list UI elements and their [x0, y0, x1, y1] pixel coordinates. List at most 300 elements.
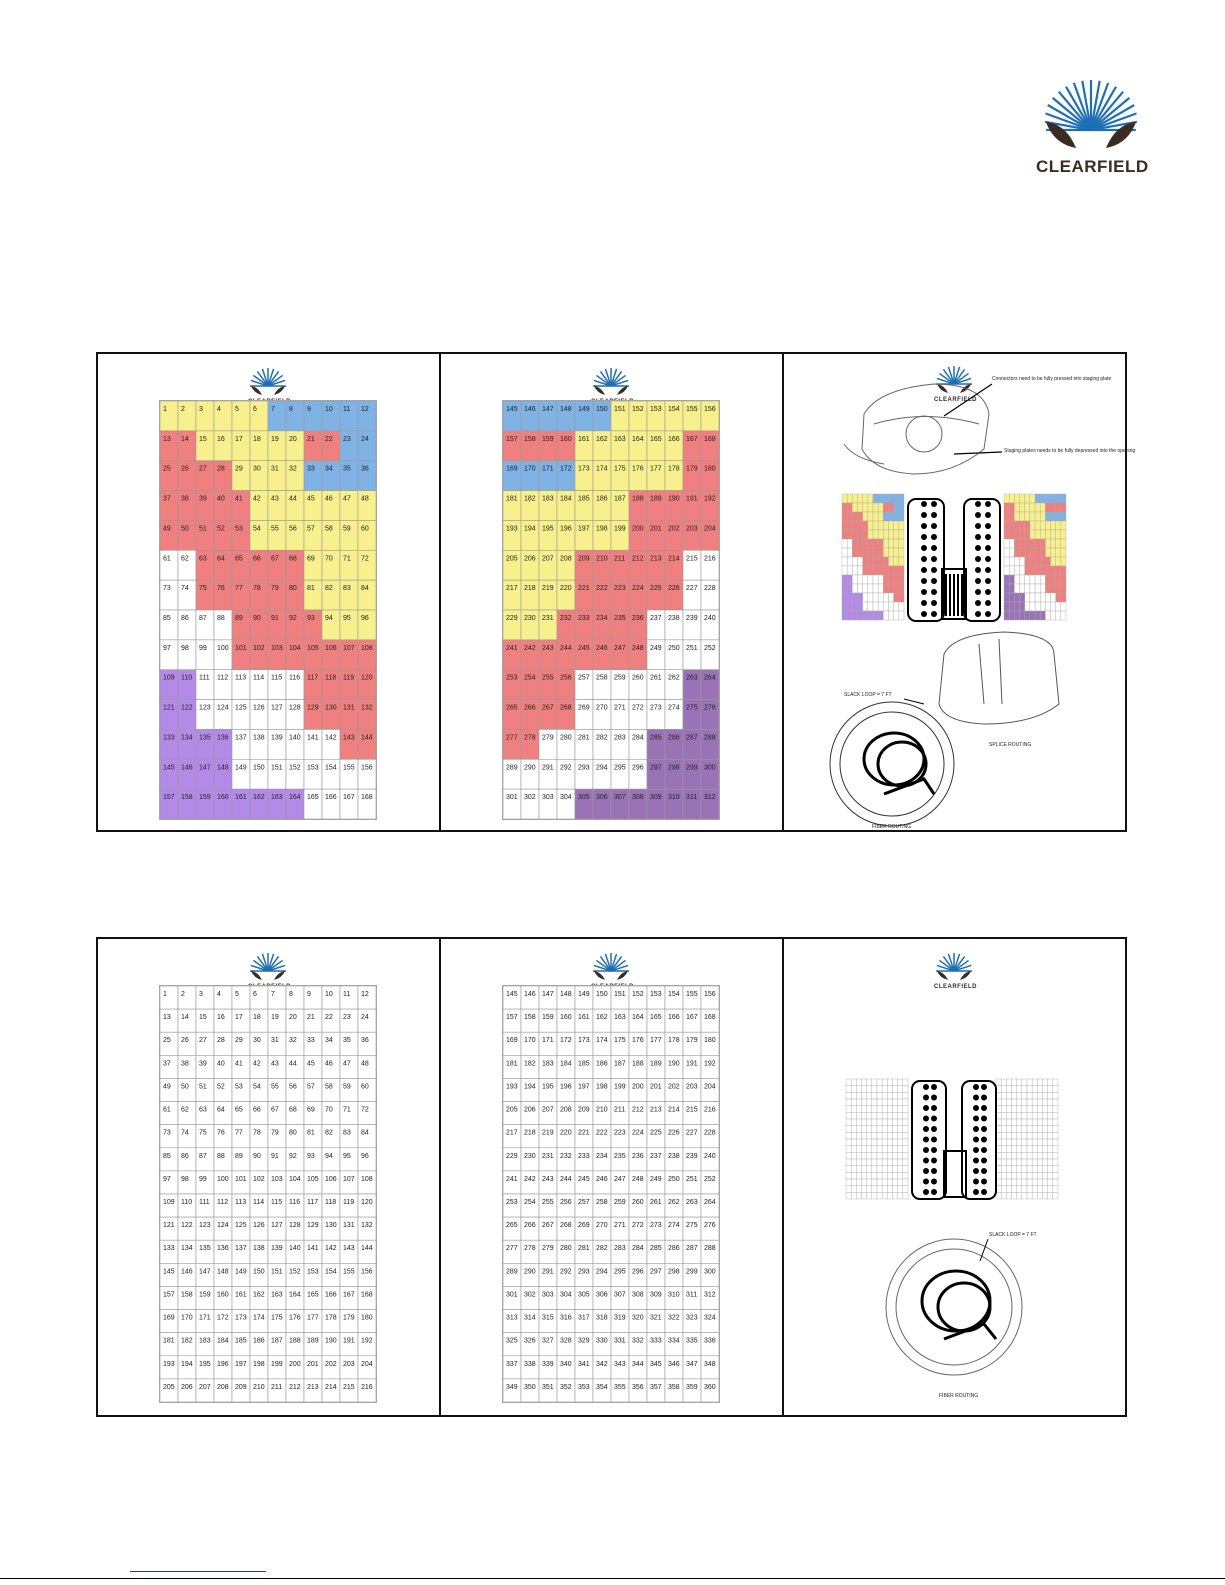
- cell-number: 154: [668, 991, 680, 998]
- cell-number: 44: [289, 495, 297, 503]
- cell-number: 16: [217, 1014, 225, 1022]
- cell-number: 339: [542, 1360, 554, 1368]
- cell-number: 178: [325, 1314, 337, 1322]
- cell-number: 132: [361, 1222, 373, 1230]
- cell-number: 208: [560, 555, 572, 563]
- cell-number: 91: [271, 615, 279, 622]
- cell-number: 166: [668, 435, 680, 443]
- cell-number: 93: [307, 615, 315, 622]
- cell-number: 117: [307, 674, 319, 682]
- cell-number: 304: [560, 1291, 572, 1299]
- cell-number: 101: [235, 1175, 247, 1183]
- cell-number: 169: [506, 1037, 518, 1045]
- cell-number: 259: [614, 674, 626, 682]
- cell-number: 163: [271, 794, 283, 802]
- cell-number: 95: [343, 1152, 351, 1160]
- cell-number: 243: [542, 644, 554, 652]
- cell-number: 38: [181, 1060, 189, 1068]
- cell-number: 275: [686, 704, 698, 712]
- sheet-5: [441, 939, 784, 1415]
- cell-number: 279: [542, 734, 554, 742]
- cell-number: 124: [217, 704, 229, 712]
- cell-number: 14: [181, 1014, 189, 1022]
- cell-number: 357: [650, 1383, 662, 1391]
- cell-number: 132: [361, 704, 373, 712]
- cell-number: 178: [668, 1037, 680, 1045]
- sheet-logo: [248, 360, 291, 405]
- splice-tray-icon: [939, 632, 1059, 724]
- cell-number: 107: [343, 644, 355, 652]
- cell-number: 215: [343, 1383, 355, 1391]
- footer-link[interactable]: [130, 1571, 266, 1572]
- cell-number: 255: [542, 1199, 554, 1206]
- cell-number: 28: [217, 1037, 225, 1045]
- cell-number: 332: [632, 1337, 644, 1345]
- cell-number: 228: [704, 1129, 716, 1137]
- cell-number: 224: [632, 585, 644, 593]
- cell-number: 164: [632, 1014, 644, 1022]
- cell-number: 63: [199, 1106, 207, 1114]
- cell-number: 90: [253, 615, 261, 622]
- cell-number: 259: [614, 1199, 626, 1206]
- cell-number: 74: [181, 1129, 189, 1137]
- cell-number: 152: [632, 991, 644, 998]
- cell-number: 242: [524, 644, 536, 652]
- cell-number: 130: [325, 1222, 337, 1230]
- cell-number: 207: [542, 555, 554, 563]
- cell-number: 100: [217, 644, 229, 652]
- cell-number: 42: [253, 1060, 261, 1068]
- cell-number: 171: [199, 1314, 211, 1322]
- cell-number: 189: [307, 1337, 319, 1345]
- cell-number: 120: [361, 1199, 373, 1206]
- cell-number: 76: [217, 585, 225, 593]
- cell-number: 254: [524, 674, 536, 682]
- cell-number: 261: [650, 1199, 662, 1206]
- cell-number: 122: [181, 1222, 193, 1230]
- cell-number: 33: [307, 1037, 315, 1045]
- cell-number: 105: [307, 1175, 319, 1183]
- sheet-1: [98, 354, 441, 830]
- cell-number: 113: [235, 674, 247, 682]
- cell-number: 134: [181, 734, 193, 742]
- cell-number: 146: [181, 764, 193, 772]
- cell-number: 246: [596, 644, 608, 652]
- cell-number: 52: [217, 525, 225, 533]
- cell-number: 210: [596, 1106, 608, 1114]
- blank-grid-1-cells: [160, 986, 376, 1402]
- cell-number: 168: [704, 435, 716, 443]
- cell-number: 159: [199, 1291, 211, 1299]
- cell-number: 331: [614, 1337, 626, 1345]
- cell-number: 250: [668, 1175, 680, 1183]
- cell-number: 263: [686, 674, 698, 682]
- cell-number: 235: [614, 615, 626, 622]
- cell-number: 292: [560, 1268, 572, 1276]
- cell-number: 42: [253, 495, 261, 503]
- cell-number: 148: [560, 991, 572, 998]
- cell-number: 146: [181, 1268, 193, 1276]
- cell-number: 192: [361, 1337, 373, 1345]
- cell-number: 173: [578, 465, 590, 473]
- cell-number: 184: [560, 495, 572, 503]
- cell-number: 348: [704, 1360, 716, 1368]
- cell-number: 288: [704, 1245, 716, 1253]
- cell-number: 143: [343, 1245, 355, 1253]
- cell-number: 245: [578, 644, 590, 652]
- cell-number: 167: [343, 1291, 355, 1299]
- cell-number: 110: [181, 674, 193, 682]
- cell-number: 336: [704, 1337, 716, 1345]
- cell-number: 201: [307, 1360, 319, 1368]
- cell-number: 40: [217, 1060, 225, 1068]
- cell-number: 157: [506, 435, 518, 443]
- cell-number: 89: [235, 1152, 243, 1160]
- cell-number: 315: [542, 1314, 554, 1322]
- cell-number: 26: [181, 465, 189, 473]
- cell-number: 6: [253, 991, 257, 998]
- cell-number: 247: [614, 1175, 626, 1183]
- cell-number: 54: [253, 1083, 261, 1091]
- cell-number: 112: [217, 674, 229, 682]
- cell-number: 275: [686, 1222, 698, 1230]
- cell-number: 316: [560, 1314, 572, 1322]
- cell-number: 72: [361, 1106, 369, 1114]
- cell-number: 139: [271, 1245, 283, 1253]
- cell-number: 220: [560, 1129, 572, 1137]
- cell-number: 85: [163, 615, 171, 622]
- cell-number: 241: [506, 644, 518, 652]
- cell-number: 61: [163, 1106, 171, 1114]
- cell-number: 230: [524, 1152, 536, 1160]
- cell-number: 145: [163, 1268, 175, 1276]
- sheet-3: [784, 354, 1136, 830]
- cell-number: 154: [668, 406, 680, 413]
- cell-number: 103: [271, 644, 283, 652]
- cell-number: 237: [650, 615, 662, 622]
- cell-number: 152: [289, 1268, 301, 1276]
- cell-number: 266: [524, 1222, 536, 1230]
- cell-number: 115: [271, 674, 283, 682]
- cell-number: 191: [686, 1060, 698, 1068]
- cell-number: 251: [686, 1175, 698, 1183]
- cell-number: 87: [199, 1152, 207, 1160]
- cell-number: 150: [253, 1268, 265, 1276]
- cell-number: 232: [560, 1152, 572, 1160]
- cell-number: 127: [271, 1222, 283, 1230]
- cell-number: 149: [578, 991, 590, 998]
- cell-number: 119: [343, 1199, 355, 1206]
- cell-number: 151: [614, 406, 626, 413]
- cell-number: 173: [235, 1314, 247, 1322]
- cell-number: 289: [506, 764, 518, 772]
- cell-number: 319: [614, 1314, 626, 1322]
- cell-number: 21: [307, 1014, 315, 1022]
- cell-number: 282: [596, 734, 608, 742]
- cell-number: 258: [596, 674, 608, 682]
- cell-number: 109: [163, 674, 175, 682]
- cell-number: 170: [524, 465, 536, 473]
- cell-number: 150: [253, 764, 265, 772]
- cell-number: 51: [199, 1083, 207, 1091]
- cell-number: 218: [524, 1129, 536, 1137]
- cell-number: 133: [163, 1245, 175, 1253]
- cell-number: 244: [560, 1175, 572, 1183]
- cell-number: 273: [650, 1222, 662, 1230]
- cell-number: 233: [578, 1152, 590, 1160]
- cell-number: 297: [650, 764, 662, 772]
- cell-number: 151: [614, 991, 626, 998]
- cell-number: 12: [361, 406, 369, 413]
- cell-number: 48: [361, 495, 369, 503]
- cell-number: 145: [163, 764, 175, 772]
- cell-number: 22: [325, 435, 333, 443]
- cell-number: 206: [181, 1383, 193, 1391]
- cell-number: 217: [506, 585, 518, 593]
- cell-number: 291: [542, 764, 554, 772]
- cell-number: 188: [289, 1337, 301, 1345]
- cell-number: 55: [271, 1083, 279, 1091]
- cell-number: 218: [524, 585, 536, 593]
- cell-number: 128: [289, 1222, 301, 1230]
- cell-number: 295: [614, 1268, 626, 1276]
- cell-number: 270: [596, 704, 608, 712]
- cell-number: 359: [686, 1383, 698, 1391]
- cell-number: 234: [596, 1152, 608, 1160]
- cell-number: 153: [650, 406, 662, 413]
- cell-number: 29: [235, 465, 243, 473]
- cell-number: 296: [632, 1268, 644, 1276]
- cell-number: 57: [307, 1083, 315, 1091]
- cell-number: 179: [343, 1314, 355, 1322]
- cell-number: 147: [199, 764, 211, 772]
- cell-number: 67: [271, 1106, 279, 1114]
- cell-number: 239: [686, 1152, 698, 1160]
- cell-number: 282: [596, 1245, 608, 1253]
- cell-number: 65: [235, 1106, 243, 1114]
- cell-number: 51: [199, 525, 207, 533]
- cell-number: 47: [343, 495, 351, 503]
- cell-number: 309: [650, 1291, 662, 1299]
- cell-number: 326: [524, 1337, 536, 1345]
- cell-number: 104: [289, 1175, 301, 1183]
- cell-number: 101: [235, 644, 247, 652]
- note-connectors: Connectors need to be fully pressed into staging plate: [992, 376, 1112, 382]
- cell-number: 116: [289, 674, 301, 682]
- cell-number: 308: [632, 794, 644, 802]
- cell-number: 3: [199, 991, 203, 998]
- cell-number: 216: [704, 555, 716, 563]
- cell-number: 83: [343, 585, 351, 593]
- cell-number: 43: [271, 495, 279, 503]
- cell-number: 288: [704, 734, 716, 742]
- cell-number: 311: [686, 794, 698, 802]
- cell-number: 208: [560, 1106, 572, 1114]
- cell-number: 222: [596, 585, 608, 593]
- cell-number: 177: [650, 465, 662, 473]
- cell-number: 155: [343, 764, 355, 772]
- cell-number: 32: [289, 1037, 297, 1045]
- cell-number: 25: [163, 1037, 171, 1045]
- cell-number: 354: [596, 1383, 608, 1391]
- cell-number: 191: [343, 1337, 355, 1345]
- cell-number: 165: [650, 1014, 662, 1022]
- cell-number: 294: [596, 1268, 608, 1276]
- fiber-grid-1-cells: [160, 401, 376, 819]
- cell-number: 224: [632, 1129, 644, 1137]
- cell-number: 345: [650, 1360, 662, 1368]
- cell-number: 136: [217, 1245, 229, 1253]
- cell-number: 181: [506, 1060, 518, 1068]
- cell-number: 54: [253, 525, 261, 533]
- cell-number: 149: [235, 1268, 247, 1276]
- cell-number: 292: [560, 764, 572, 772]
- cell-number: 207: [542, 1106, 554, 1114]
- cell-number: 330: [596, 1337, 608, 1345]
- cell-number: 161: [235, 1291, 247, 1299]
- note-staging: Staging plates needs to be fully depressed into the opening: [1004, 448, 1136, 454]
- cell-number: 178: [668, 465, 680, 473]
- cell-number: 272: [632, 704, 644, 712]
- cell-number: 140: [289, 734, 301, 742]
- cell-number: 81: [307, 1129, 315, 1137]
- cell-number: 99: [199, 644, 207, 652]
- cell-number: 193: [163, 1360, 175, 1368]
- cell-number: 358: [668, 1383, 680, 1391]
- cell-number: 45: [307, 495, 315, 503]
- cell-number: 265: [506, 704, 518, 712]
- cell-number: 70: [325, 555, 333, 563]
- sheet-logo: [591, 945, 634, 990]
- cell-number: 221: [578, 1129, 590, 1137]
- cell-number: 118: [325, 674, 337, 682]
- cell-number: 62: [181, 555, 189, 563]
- cell-number: 261: [650, 674, 662, 682]
- cell-number: 260: [632, 1199, 644, 1206]
- cell-number: 59: [343, 525, 351, 533]
- cell-number: 146: [524, 991, 536, 998]
- cell-number: 172: [560, 1037, 572, 1045]
- cell-number: 7: [271, 406, 275, 413]
- cell-number: 91: [271, 1152, 279, 1160]
- cell-number: 186: [596, 495, 608, 503]
- cell-number: 25: [163, 465, 171, 473]
- cell-number: 15: [199, 435, 207, 443]
- cell-number: 190: [668, 495, 680, 503]
- sheet-logo: [248, 945, 291, 990]
- cell-number: 134: [181, 1245, 193, 1253]
- cell-number: 318: [596, 1314, 608, 1322]
- cell-number: 356: [632, 1383, 644, 1391]
- cell-number: 16: [217, 435, 225, 443]
- cell-number: 112: [217, 1199, 229, 1206]
- panel-row-top: [96, 352, 1136, 832]
- cell-number: 200: [289, 1360, 301, 1368]
- cell-number: 40: [217, 495, 225, 503]
- cell-number: 340: [560, 1360, 572, 1368]
- cell-number: 90: [253, 1152, 261, 1160]
- cell-number: 219: [542, 1129, 554, 1137]
- cell-number: 159: [199, 794, 211, 802]
- cell-number: 183: [199, 1337, 211, 1345]
- cell-number: 60: [361, 1083, 369, 1091]
- cell-number: 119: [343, 674, 355, 682]
- cell-number: 255: [542, 674, 554, 682]
- cell-number: 188: [632, 495, 644, 503]
- cell-number: 205: [506, 555, 518, 563]
- cell-number: 310: [668, 1291, 680, 1299]
- cell-number: 163: [614, 1014, 626, 1022]
- cell-number: 298: [668, 1268, 680, 1276]
- cell-number: 190: [668, 1060, 680, 1068]
- cell-number: 249: [650, 1175, 662, 1183]
- cell-number: 141: [307, 1245, 319, 1253]
- cell-number: 129: [307, 704, 319, 712]
- cell-number: 235: [614, 1152, 626, 1160]
- cell-number: 160: [217, 794, 229, 802]
- cell-number: 212: [632, 1106, 644, 1114]
- cell-number: 21: [307, 435, 315, 443]
- cell-number: 214: [668, 555, 680, 563]
- cell-number: 159: [542, 1014, 554, 1022]
- cell-number: 238: [668, 1152, 680, 1160]
- cell-number: 312: [704, 794, 716, 802]
- cell-number: 250: [668, 644, 680, 652]
- cell-number: 160: [217, 1291, 229, 1299]
- cell-number: 2: [181, 406, 185, 413]
- cell-number: 17: [235, 435, 243, 443]
- cell-number: 47: [343, 1060, 351, 1068]
- cell-number: 2: [181, 991, 185, 998]
- cell-number: 36: [361, 1037, 369, 1045]
- cell-number: 50: [181, 1083, 189, 1091]
- cell-number: 153: [307, 764, 319, 772]
- cell-number: 223: [614, 1129, 626, 1137]
- cell-number: 98: [181, 1175, 189, 1183]
- cell-number: 58: [325, 1083, 333, 1091]
- cell-number: 257: [578, 674, 590, 682]
- cell-number: 55: [271, 525, 279, 533]
- cell-number: 258: [596, 1199, 608, 1206]
- cell-number: 173: [578, 1037, 590, 1045]
- cell-number: 243: [542, 1175, 554, 1183]
- cell-number: 106: [325, 1175, 337, 1183]
- cell-number: 278: [524, 734, 536, 742]
- cell-number: 323: [686, 1314, 698, 1322]
- label-slack-loop: SLACK LOOP = 7 FT: [989, 1232, 1037, 1238]
- cell-number: 203: [686, 525, 698, 533]
- cell-number: 283: [614, 1245, 626, 1253]
- cell-number: 8: [289, 991, 293, 998]
- cell-number: 74: [181, 585, 189, 593]
- cell-number: 187: [271, 1337, 283, 1345]
- cell-number: 146: [524, 406, 536, 413]
- cell-number: 88: [217, 1152, 225, 1160]
- cell-number: 182: [524, 1060, 536, 1068]
- cell-number: 86: [181, 1152, 189, 1160]
- cell-number: 43: [271, 1060, 279, 1068]
- cell-number: 264: [704, 674, 716, 682]
- cell-number: 27: [199, 465, 207, 473]
- cell-number: 138: [253, 734, 265, 742]
- cell-number: 147: [542, 406, 554, 413]
- cell-number: 229: [506, 615, 518, 622]
- cell-number: 269: [578, 704, 590, 712]
- cell-number: 208: [217, 1383, 229, 1391]
- cell-number: 162: [596, 1014, 608, 1022]
- cell-number: 302: [524, 1291, 536, 1299]
- cell-number: 157: [163, 794, 175, 802]
